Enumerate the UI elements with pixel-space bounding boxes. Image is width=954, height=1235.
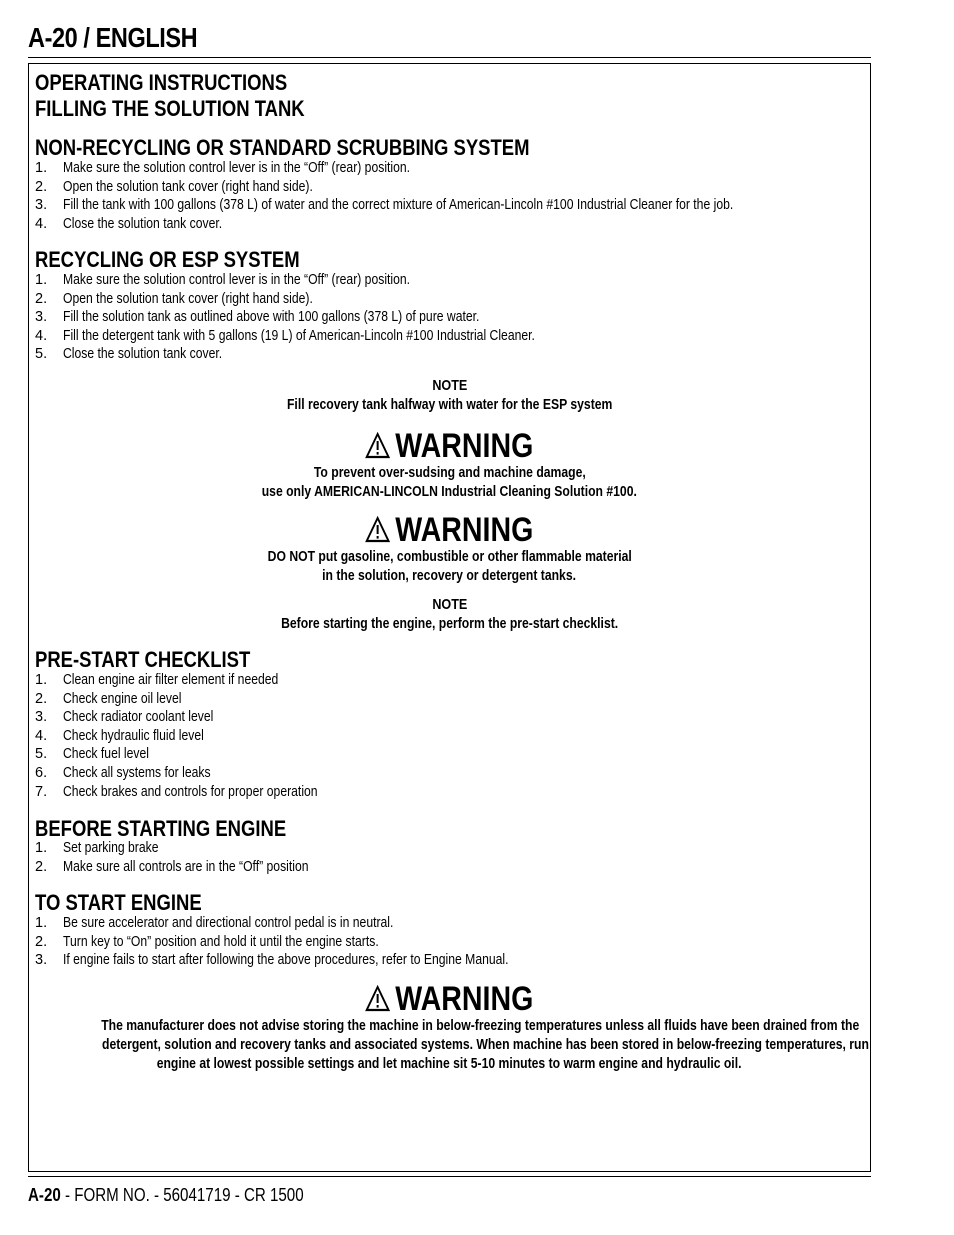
warning-title: WARNING [29,981,870,1017]
page-header [28,22,871,54]
section-title-operating: OPERATING INSTRUCTIONS [35,70,288,95]
list-item: 4. Fill the detergent tank with 5 gallons (19 L) of American-Lincoln #100 Industrial Cleaner. [35,327,535,344]
list-item: 3. If engine fails to start after following the above procedures, refer to Engine Manual. [35,952,509,969]
heading-to-start: TO START ENGINE [35,890,202,915]
warning-line: DO NOT put gasoline, combustible or other flammable material [267,549,632,565]
footer-rule [28,1176,871,1177]
warning-freezing [29,981,870,1074]
list-item: 7. Check brakes and controls for proper operation [35,783,318,800]
list-item: 5. Check fuel level [35,746,149,763]
list-item: 1. Clean engine air filter element if needed [35,672,279,688]
warning-triangle-icon [365,432,390,459]
list-item: 2. Make sure all controls are in the “Off” position [35,858,309,875]
heading-non-recycling: NON-RECYCLING OR STANDARD SCRUBBING SYSTEM [35,135,530,160]
footer-form-number: - FORM NO. - 56041719 - CR 1500 [60,1185,304,1205]
heading-pre-start: PRE-START CHECKLIST [35,647,251,672]
list-item: 4. Check hydraulic fluid level [35,727,204,744]
note-text: Fill recovery tank halfway with water for the ESP system [286,397,613,413]
list-item: 1. Make sure the solution control lever is in the “Off” (rear) position. [35,160,411,176]
heading-recycling: RECYCLING OR ESP SYSTEM [35,247,300,272]
list-item: 1. Make sure the solution control lever is in the “Off” (rear) position. [35,272,411,288]
list-item: 2. Open the solution tank cover (right hand side). [35,178,313,195]
warning-line: use only AMERICAN-LINCOLN Industrial Cleaning Solution #100. [261,484,638,500]
list-item: 5. Close the solution tank cover. [35,346,223,363]
header-rule [28,57,871,58]
warning-line: The manufacturer does not advise storing the machine in below-freezing temperatures unless all fluids have been drained from the [101,1018,860,1034]
warning-line: detergent, solution and recovery tanks and associated systems. When machine has been stored in below-freezing temperatures, run [102,1037,869,1053]
content-box [28,63,871,1172]
list-before-starting [35,839,355,876]
warning-triangle-icon [365,985,390,1012]
warning-title: WARNING [29,512,870,548]
page-title [28,22,871,54]
note-label: NOTE [431,596,467,613]
page-title-text: A-20 / ENGLISH [28,22,198,53]
warning-line: in the solution, recovery or detergent tanks. [322,568,577,584]
heading-before-starting: BEFORE STARTING ENGINE [35,816,287,841]
list-item: 4. Close the solution tank cover. [35,215,223,232]
warning-triangle-icon [365,516,390,543]
list-item: 2. Turn key to “On” position and hold it until the engine starts. [35,933,379,950]
list-item: 3. Fill the solution tank as outlined above with 100 gallons (378 L) of pure water. [35,309,480,326]
note-text: Before starting the engine, perform the pre-start checklist. [280,616,619,632]
list-item: 3. Check radiator coolant level [35,709,214,726]
list-item: 1. Set parking brake [35,840,159,856]
note-esp [29,376,870,415]
footer-page-number: A-20 [28,1185,61,1205]
list-item: 2. Open the solution tank cover (right hand side). [35,290,313,307]
warning-oversudsing [29,428,870,502]
list-item: 1. Be sure accelerator and directional control pedal is in neutral. [35,915,394,931]
warning-line: engine at lowest possible settings and let machine sit 5-10 minutes to warm engine and hydraulic oil. [157,1056,742,1072]
list-item: 2. Check engine oil level [35,690,182,707]
section-title-filling: FILLING THE SOLUTION TANK [35,96,305,121]
list-to-start [35,914,593,970]
list-pre-start [35,671,366,801]
list-recycling [35,271,625,364]
list-item: 3. Fill the tank with 100 gallons (378 L) of water and the correct mixture of American-Lincoln #100 Industrial Cleaner for the job. [35,197,734,214]
warning-line: To prevent over-sudsing and machine damage, [313,465,586,481]
list-item: 6. Check all systems for leaks [35,764,211,781]
note-prestart [29,595,870,634]
list-non-recycling [35,159,861,233]
warning-title: WARNING [29,428,870,464]
page-footer [28,1176,871,1205]
footer-text [28,1184,356,1206]
note-label: NOTE [431,377,467,394]
warning-flammable [29,512,870,586]
